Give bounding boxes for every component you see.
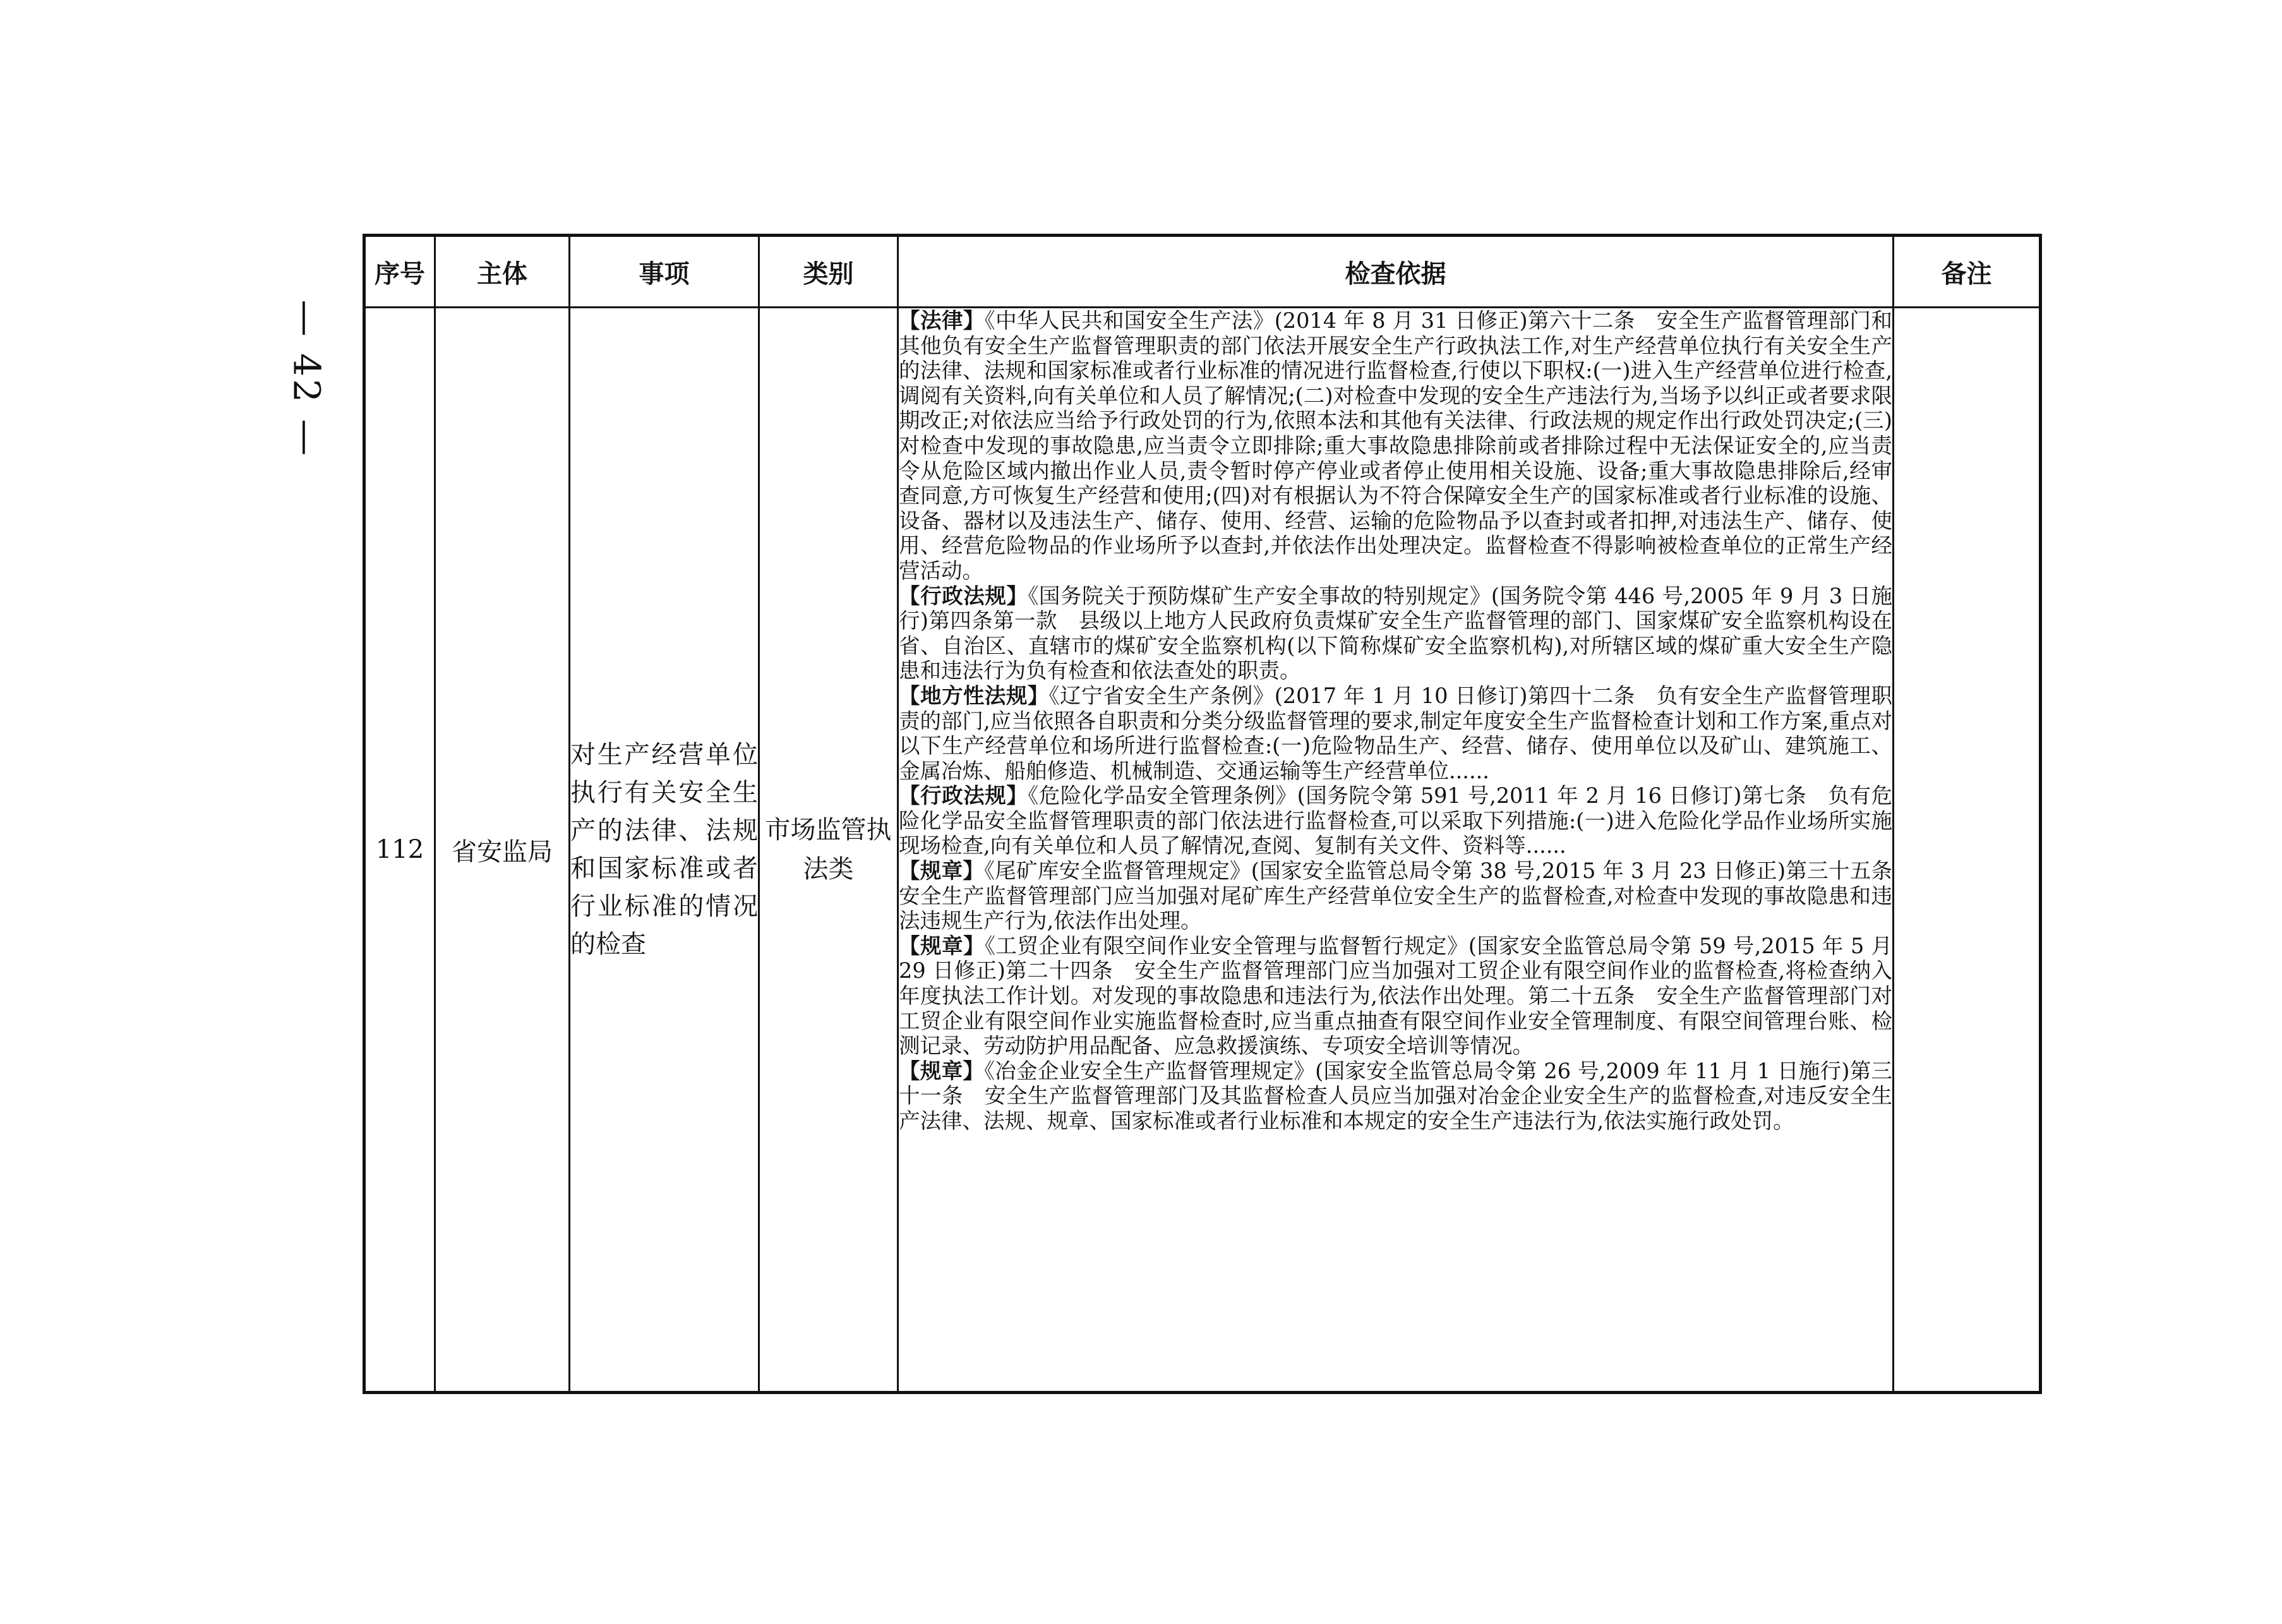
basis-tag: 【法律】 <box>899 308 985 333</box>
basis-text: 《中华人民共和国安全生产法》(2014 年 8 月 31 日修正)第六十二条 安全生产监督管理部门和其他负有安全生产监督管理职责的部门依法开展安全生产行政执法工作,对生产经营单位执行有关安全生产的法律、法规和国家标准或者行业标准的情况进行监督检查,行使以下职权:(一)进入生产经营单位进行检查,调阅有关资料,向有关单位和人员了解情况;(二)对检查中发现的安全生产违法行为,当场予以纠正或者要求限期改正;对依法应当给予行政处罚的行为,依照本法和其他有关法律、行政法规的规定作出行政处罚决定;(三)对检查中发现的事故隐患,应当责令立即排除;重大事故隐患排除前或者排除过程中无法保证安全的,应当责令从危险区域内撤出作业人员,责令暂时停产停业或者停止使用相关设施、设备;重大事故隐患排除后,经审查同意,方可恢复生产经营和使用;(四)对有根据认为不符合保障安全生产的国家标准或者行业标准的设施、设备、器材以及违法生产、储存、使用、经营、运输的危险物品予以查封或者扣押,对违法生产、储存、使用、经营危险物品的作业场所予以查封,并依法作出处理决定。监督检查不得影响被检查单位的正常生产经营活动。 <box>899 308 1893 583</box>
basis-text: 《国务院关于预防煤矿生产安全事故的特别规定》(国务院令第 446 号,2005 年 9 月 3 日施行)第四条第一款 县级以上地方人民政府负责煤矿安全生产监督管理的部门、国家煤矿安全监察机构设在省、自治区、直辖市的煤矿安全监察机构(以下简称煤矿安全监察机构),对所辖区域的煤矿重大安全生产隐患和违法行为负有检查和依法查处的职责。 <box>899 583 1892 683</box>
header-basis: 检查依据 <box>898 236 1894 308</box>
header-seq: 序号 <box>364 236 435 308</box>
basis-entry <box>899 308 1892 584</box>
header-matter: 事项 <box>570 236 759 308</box>
header-row <box>364 236 2041 308</box>
basis-text: 《尾矿库安全监督管理规定》(国家安全监管总局令第 38 号,2015 年 3 月 23 日修正)第三十五条 安全生产监督管理部门应当加强对尾矿库生产经营单位安全生产的监督检查,对检查中发现的事故隐患和违法违规生产行为,依法作出处理。 <box>899 858 1914 934</box>
basis-entry <box>899 1059 1892 1134</box>
basis-tag: 【地方性法规】 <box>899 683 1049 708</box>
basis-tag: 【行政法规】 <box>899 583 1028 608</box>
basis-text: 《辽宁省安全生产条例》(2017 年 1 月 10 日修订)第四十二条 负有安全生产监督管理职责的部门,应当依照各自职责和分类分级监督管理的要求,制定年度安全生产监督检查计划和工作方案,重点对以下生产经营单位和场所进行监督检查:(一)危险物品生产、经营、储存、使用单位以及矿山、建筑施工、金属冶炼、船舶修造、机械制造、交通运输等生产经营单位...... <box>899 683 1893 783</box>
basis-entry <box>899 858 1914 934</box>
cell-remarks <box>1894 308 2041 1393</box>
table-row <box>364 308 2041 1393</box>
page-number: — 42 — <box>285 299 328 459</box>
basis-text: 《危险化学品安全管理条例》(国务院令第 591 号,2011 年 2 月 16 日修订)第七条 负有危险化学品安全监督管理职责的部门依法进行监督检查,可以采取下列措施:(一)进入危险化学品作业场所实施现场检查,向有关单位和人员了解情况,查阅、复制有关文件、资料等...... <box>899 783 1892 858</box>
inspection-table <box>363 234 2042 1394</box>
basis-text: 《工贸企业有限空间作业安全管理与监督暂行规定》(国家安全监管总局令第 59 号,2015 年 5 月 29 日修正)第二十四条 安全生产监督管理部门应当加强对工贸企业有限空间作业的监督检查,将检查纳入年度执法工作计划。对发现的事故隐患和违法行为,依法作出处理。第二十五条 安全生产监督管理部门对工贸企业有限空间作业实施监督检查时,应当重点抽查有限空间作业安全管理制度、有限空间管理台账、检测记录、劳动防护用品配备、应急救援演练、专项安全培训等情况。 <box>899 933 1893 1059</box>
cell-seq: 112 <box>364 308 435 1393</box>
basis-text: 《冶金企业安全生产监督管理规定》(国家安全监管总局令第 26 号,2009 年 11 月 1 日施行)第三十一条 安全生产监督管理部门及其监督检查人员应当加强对冶金企业安全生产的监督检查,对违反安全生产法律、法规、规章、国家标准或者行业标准和本规定的安全生产违法行为,依法实施行政处罚。 <box>899 1058 1892 1133</box>
cell-matter: 对生产经营单位执行有关安全生产的法律、法规和国家标准或者行业标准的情况的检查 <box>570 308 759 1393</box>
basis-tag: 【规章】 <box>899 933 985 958</box>
basis-entry <box>899 683 1892 783</box>
header-category: 类别 <box>759 236 898 308</box>
cell-category: 市场监管执法类 <box>759 308 898 1393</box>
header-remarks: 备注 <box>1894 236 2041 308</box>
basis-tag: 【行政法规】 <box>899 783 1028 809</box>
cell-basis <box>898 308 1914 1393</box>
basis-tag: 【规章】 <box>899 858 985 884</box>
cell-subject: 省安监局 <box>435 308 570 1393</box>
basis-entry <box>899 584 1892 683</box>
header-subject: 主体 <box>435 236 570 308</box>
basis-entry <box>899 934 1892 1059</box>
basis-tag: 【规章】 <box>899 1058 985 1083</box>
basis-entry <box>899 783 1892 858</box>
